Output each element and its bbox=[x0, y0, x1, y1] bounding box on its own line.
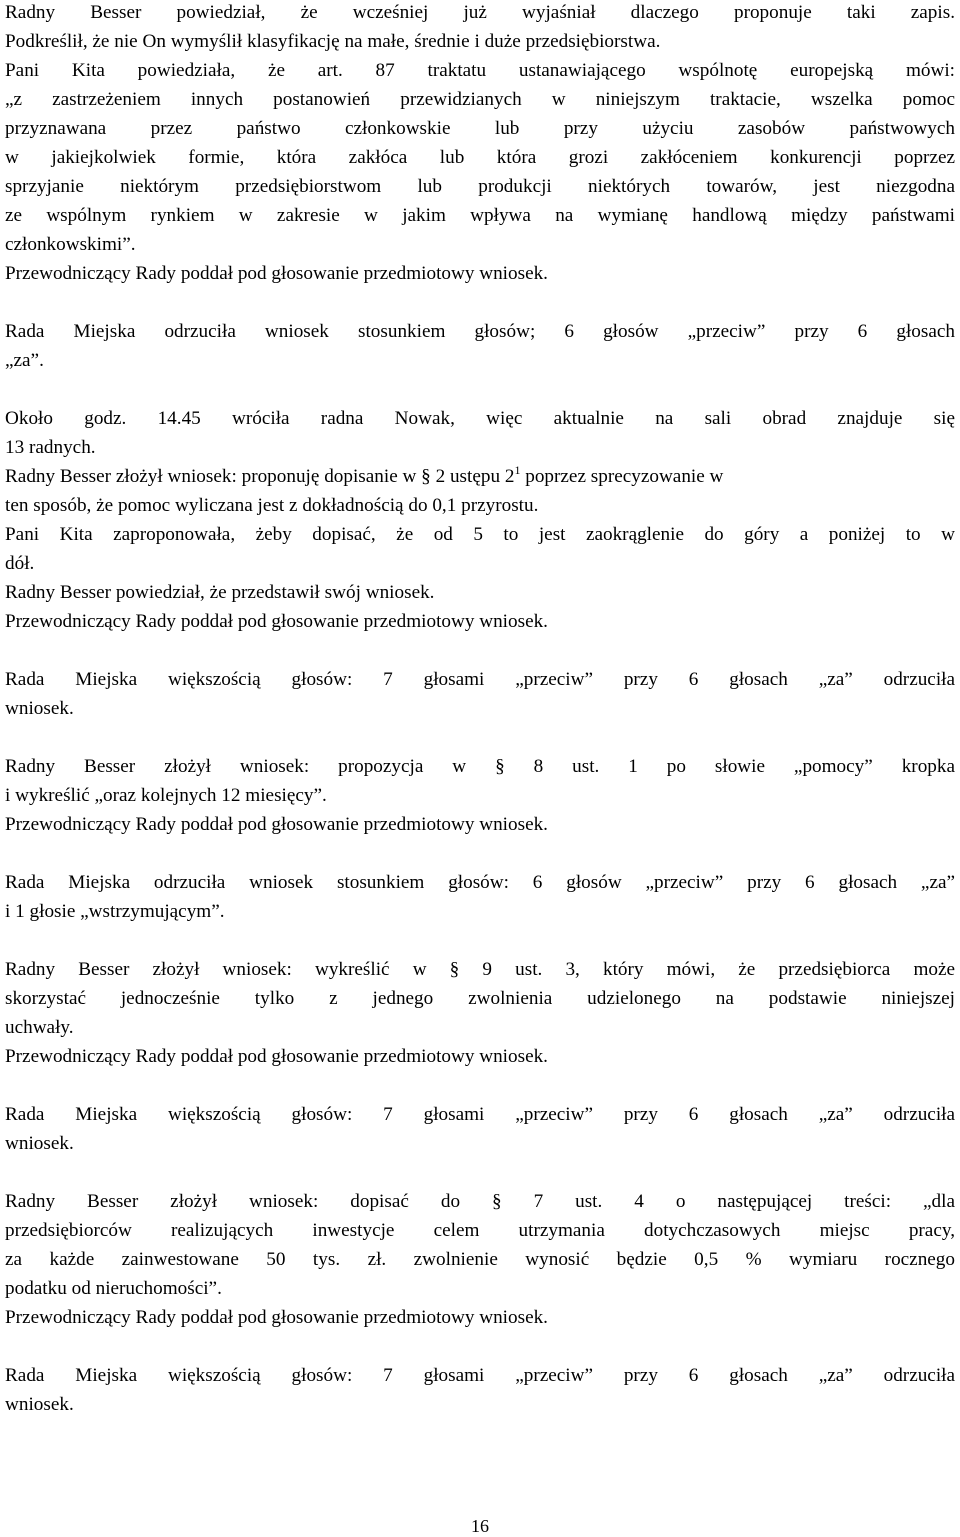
line-text: Pani Kita powiedziała, że art. 87 traktatu ustanawiającego wspólnotę europejską mówi: bbox=[5, 60, 955, 81]
line-text: Radny Besser złożył wniosek: dopisać do § 7 ust. 4 o następującej treści: „dla bbox=[5, 1191, 955, 1212]
text-line bbox=[5, 607, 955, 636]
text-line bbox=[5, 1187, 955, 1216]
text-line bbox=[5, 984, 955, 1013]
text-line bbox=[5, 404, 955, 433]
line-text: ze wspólnym rynkiem w zakresie w jakim wpływa na wymianę handlową między państwami bbox=[5, 205, 955, 226]
text-line bbox=[5, 114, 955, 143]
line-text: Rada Miejska większością głosów: 7 głosami „przeciw” przy 6 głosach „za” odrzuciła bbox=[5, 1365, 955, 1386]
text-line bbox=[5, 1303, 955, 1332]
line-text: Przewodniczący Rady poddał pod głosowanie przedmiotowy wniosek. bbox=[5, 1046, 548, 1067]
text-line bbox=[5, 1042, 955, 1071]
text-line bbox=[5, 1129, 955, 1158]
text-line bbox=[5, 578, 955, 607]
line-text: członkowskimi”. bbox=[5, 234, 136, 255]
text-line bbox=[5, 549, 955, 578]
line-text: „za”. bbox=[5, 350, 44, 371]
text-line bbox=[5, 1390, 955, 1419]
text-line bbox=[5, 694, 955, 723]
line-text: sprzyjanie niektórym przedsiębiorstwom lub produkcji niektórych towarów, jest niezgodna bbox=[5, 176, 955, 197]
line-text: Przewodniczący Rady poddał pod głosowanie przedmiotowy wniosek. bbox=[5, 611, 548, 632]
text-line bbox=[5, 0, 955, 27]
text-line bbox=[5, 752, 955, 781]
line-text: Radny Besser powiedział, że przedstawił swój wniosek. bbox=[5, 582, 435, 603]
text-line bbox=[5, 56, 955, 85]
line-text: podatku od nieruchomości”. bbox=[5, 1278, 222, 1299]
text-line bbox=[5, 1274, 955, 1303]
text-line bbox=[5, 1216, 955, 1245]
text-line bbox=[5, 27, 955, 56]
superscript: 1 bbox=[514, 463, 521, 477]
text-line bbox=[5, 810, 955, 839]
text-line bbox=[5, 1245, 955, 1274]
line-text: i 1 głosie „wstrzymującym”. bbox=[5, 901, 225, 922]
text-line bbox=[5, 85, 955, 114]
text-line bbox=[5, 462, 955, 491]
line-text: Przewodniczący Rady poddał pod głosowanie przedmiotowy wniosek. bbox=[5, 263, 548, 284]
line-text: przedsiębiorców realizujących inwestycje celem utrzymania dotychczasowych miejsc pracy, bbox=[5, 1220, 955, 1241]
text-line bbox=[5, 317, 955, 346]
line-text: w jakiejkolwiek formie, która zakłóca lub która grozi zakłóceniem konkurencji poprzez bbox=[5, 147, 955, 168]
line-text: wniosek. bbox=[5, 1394, 74, 1415]
text-line bbox=[5, 1361, 955, 1390]
line-text: Rada Miejska większością głosów: 7 głosami „przeciw” przy 6 głosach „za” odrzuciła bbox=[5, 669, 955, 690]
line-text: wniosek. bbox=[5, 1133, 74, 1154]
text-line bbox=[5, 520, 955, 549]
line-text: Radny Besser złożył wniosek: proponuję dopisanie w § 2 ustępu 2 bbox=[5, 466, 515, 487]
line-text: Około godz. 14.45 wróciła radna Nowak, więc aktualnie na sali obrad znajduje się bbox=[5, 408, 955, 429]
text-line bbox=[5, 781, 955, 810]
text-line bbox=[5, 868, 955, 897]
text-line bbox=[5, 665, 955, 694]
text-line bbox=[5, 1013, 955, 1042]
line-text: za każde zainwestowane 50 tys. zł. zwolnienie wynosić będzie 0,5 % wymiaru rocznego bbox=[5, 1249, 955, 1270]
line-text: Rada Miejska większością głosów: 7 głosami „przeciw” przy 6 głosach „za” odrzuciła bbox=[5, 1104, 955, 1125]
line-text: Rada Miejska odrzuciła wniosek stosunkiem głosów: 6 głosów „przeciw” przy 6 głosach „za” bbox=[5, 872, 955, 893]
text-line bbox=[5, 230, 955, 259]
text-line bbox=[5, 433, 955, 462]
line-text: ten sposób, że pomoc wyliczana jest z dokładnością do 0,1 przyrostu. bbox=[5, 495, 539, 516]
line-text: i wykreślić „oraz kolejnych 12 miesięcy”. bbox=[5, 785, 327, 806]
line-text: Radny Besser złożył wniosek: propozycja w § 8 ust. 1 po słowie „pomocy” kropka bbox=[5, 756, 955, 777]
line-text: przyznawana przez państwo członkowskie lub przy użyciu zasobów państwowych bbox=[5, 118, 955, 139]
text-line bbox=[5, 346, 955, 375]
line-text: Radny Besser złożył wniosek: wykreślić w § 9 ust. 3, który mówi, że przedsiębiorca może bbox=[5, 959, 955, 980]
line-text: Przewodniczący Rady poddał pod głosowanie przedmiotowy wniosek. bbox=[5, 1307, 548, 1328]
text-line bbox=[5, 955, 955, 984]
line-text: uchwały. bbox=[5, 1017, 74, 1038]
text-line bbox=[5, 1100, 955, 1129]
line-text: skorzystać jednocześnie tylko z jednego zwolnienia udzielonego na podstawie niniejszej bbox=[5, 988, 955, 1009]
line-text: dół. bbox=[5, 553, 35, 574]
text-line bbox=[5, 172, 955, 201]
text-line bbox=[5, 259, 955, 288]
line-text: „z zastrzeżeniem innych postanowień przewidzianych w niniejszym traktacie, wszelka pomoc bbox=[5, 89, 955, 110]
line-text-tail: poprzez sprecyzowanie w bbox=[520, 466, 724, 487]
line-text: 13 radnych. bbox=[5, 437, 96, 458]
page-number: 16 bbox=[471, 1516, 489, 1536]
line-text: wniosek. bbox=[5, 698, 74, 719]
line-text: Pani Kita zaproponowała, żeby dopisać, że od 5 to jest zaokrąglenie do góry a poniżej to w bbox=[5, 524, 955, 545]
text-line bbox=[5, 491, 955, 520]
line-text: Przewodniczący Rady poddał pod głosowanie przedmiotowy wniosek. bbox=[5, 814, 548, 835]
line-text: Radny Besser powiedział, że wcześniej już wyjaśniał dlaczego proponuje taki zapis. bbox=[5, 2, 955, 23]
text-line bbox=[5, 897, 955, 926]
line-text: Podkreślił, że nie On wymyślił klasyfikację na małe, średnie i duże przedsiębiorstwa. bbox=[5, 31, 661, 52]
line-text: Rada Miejska odrzuciła wniosek stosunkiem głosów; 6 głosów „przeciw” przy 6 głosach bbox=[5, 321, 955, 342]
text-line bbox=[5, 201, 955, 230]
text-line bbox=[5, 143, 955, 172]
